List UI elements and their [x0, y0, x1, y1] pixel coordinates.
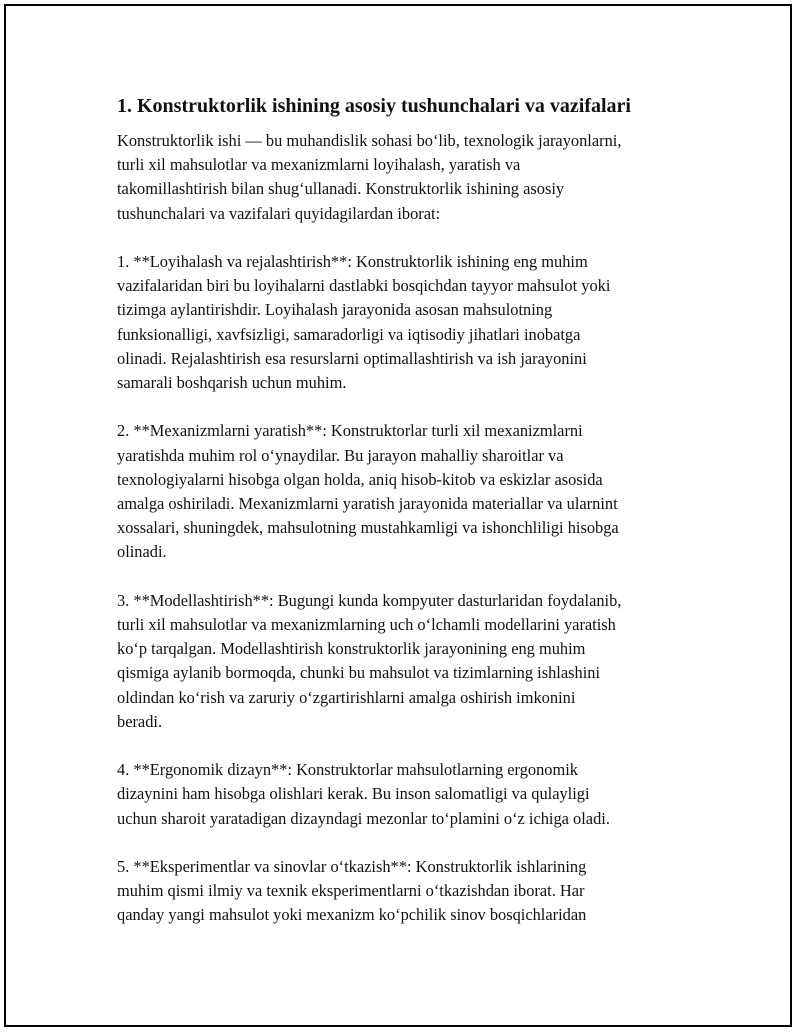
- text-line: 3. **Modellashtirish**: Bugungi kunda kompyuter dasturlaridan foydalanib,: [117, 590, 622, 610]
- text-line: yaratishda muhim rol o‘ynaydilar. Bu jarayon mahalliy sharoitlar va: [117, 445, 564, 465]
- text-line: funksionalligi, xavfsizligi, samaradorligi va iqtisodiy jihatlari inobatga: [117, 324, 581, 344]
- text-line: olinadi.: [117, 542, 167, 562]
- text-line: turli xil mahsulotlar va mexanizmlarning uch o‘lchamli modellarini yaratish: [117, 615, 616, 635]
- text-line: samarali boshqarish uchun muhim.: [117, 373, 347, 393]
- text-line: qanday yangi mahsulot yoki mexanizm ko‘pchilik sinov bosqichlaridan: [117, 905, 587, 925]
- list-item-5-paragraph: [117, 855, 697, 928]
- text-line: takomillashtirish bilan shug‘ullanadi. Konstruktorlik ishining asosiy: [117, 179, 565, 199]
- text-line: tushunchalari va vazifalari quyidagilardan iborat:: [117, 203, 441, 223]
- text-line: uchun sharoit yaratadigan dizayndagi mezonlar to‘plamini o‘z ichiga oladi.: [117, 808, 610, 828]
- text-line: Konstruktorlik ishi — bu muhandislik sohasi bo‘lib, texnologik jarayonlarni,: [117, 131, 622, 150]
- text-line: tizimga aylantirishdir. Loyihalash jarayonida asosan mahsulotning: [117, 300, 553, 320]
- list-item-4-paragraph: [117, 758, 697, 831]
- text-line: 4. **Ergonomik dizayn**: Konstruktorlar mahsulotlarning ergonomik: [117, 760, 579, 780]
- list-item-1-paragraph: [117, 250, 697, 395]
- text-line: dizaynini ham hisobga olishlari kerak. Bu inson salomatligi va qulayligi: [117, 784, 590, 804]
- text-line: muhim qismi ilmiy va texnik eksperimentlarni o‘tkazishdan iborat. Har: [117, 881, 585, 901]
- text-line: 1. **Loyihalash va rejalashtirish**: Konstruktorlik ishining eng muhim: [117, 252, 588, 271]
- text-line: texnologiyalarni hisobga olgan holda, aniq hisob-kitob va eskizlar asosida: [117, 469, 603, 489]
- text-line: qismiga aylanib bormoqda, chunki bu mahsulot va tizimlarning ishlashini: [117, 663, 600, 683]
- section-heading: 1. Konstruktorlik ishining asosiy tushunchalari va vazifalari: [117, 95, 631, 117]
- text-line: ko‘p tarqalgan. Modellashtirish konstruktorlik jarayonining eng muhim: [117, 639, 586, 659]
- list-item-3-paragraph: [117, 589, 697, 734]
- text-line: vazifalaridan biri bu loyihalarni dastlabki bosqichdan tayyor mahsulot yoki: [117, 276, 611, 296]
- text-line: xossalari, shuningdek, mahsulotning mustahkamligi va ishonchliligi hisobga: [117, 518, 619, 538]
- text-line: olinadi. Rejalashtirish esa resurslarni optimallashtirish va ish jarayonini: [117, 348, 587, 368]
- text-line: oldindan ko‘rish va zaruriy o‘zgartirishlarni amalga oshirish imkonini: [117, 687, 576, 707]
- text-line: 5. **Eksperimentlar va sinovlar o‘tkazish**: Konstruktorlik ishlarining: [117, 857, 587, 877]
- text-line: 2. **Mexanizmlarni yaratish**: Konstruktorlar turli xil mexanizmlarni: [117, 421, 583, 441]
- text-line: turli xil mahsulotlar va mexanizmlarni loyihalash, yaratish va: [117, 155, 521, 175]
- intro-paragraph: [117, 129, 697, 226]
- list-item-2-paragraph: [117, 419, 697, 564]
- text-line: beradi.: [117, 711, 163, 731]
- text-line: amalga oshiriladi. Mexanizmlarni yaratish jarayonida materiallar va ularnint: [117, 494, 618, 514]
- document-body: [117, 93, 697, 952]
